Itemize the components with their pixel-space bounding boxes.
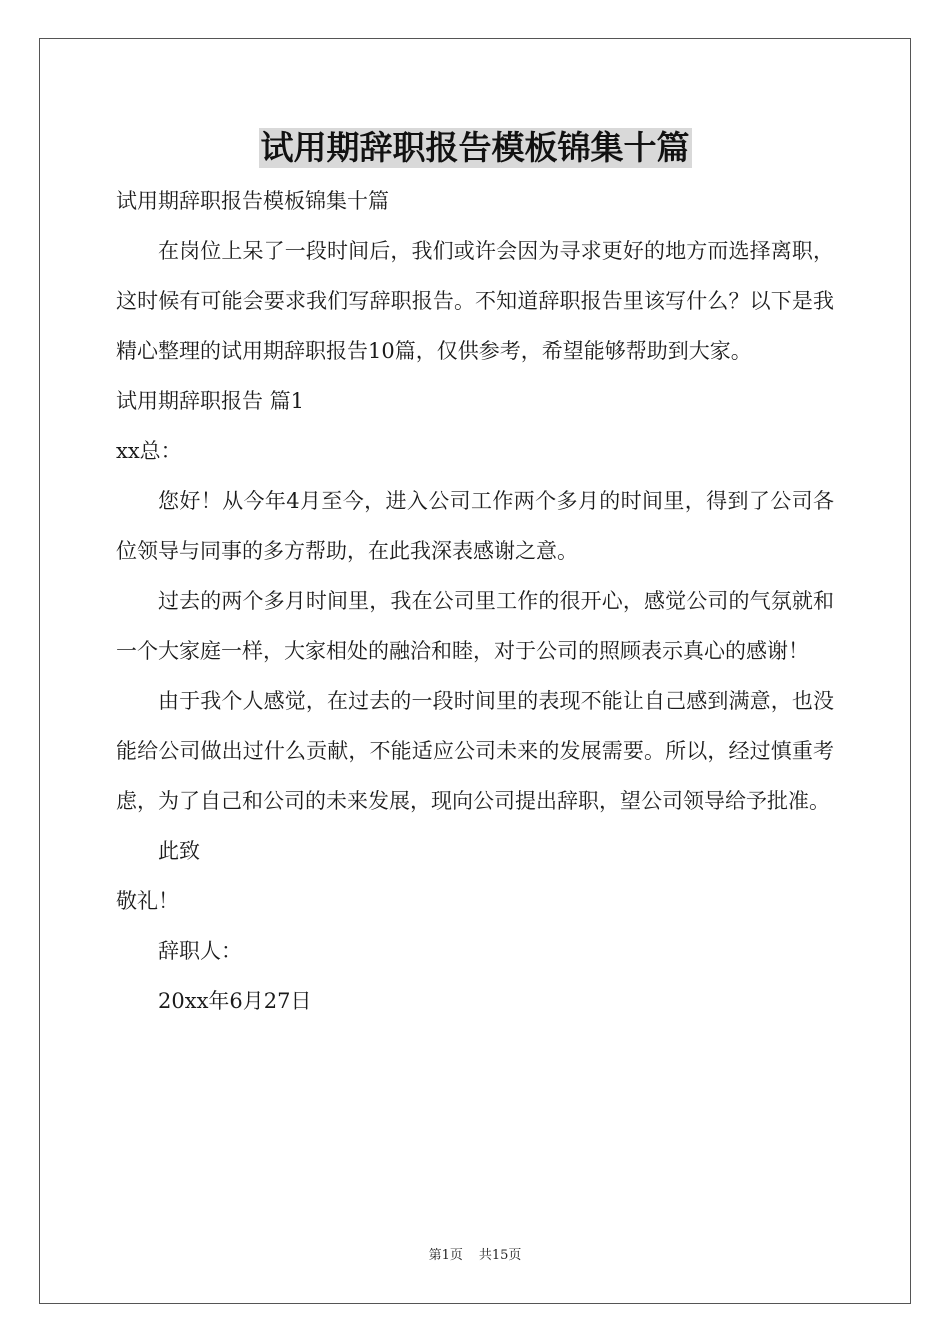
section-heading: 试用期辞职报告 篇1 [116,389,305,413]
body-paragraph: 由于我个人感觉，在过去的一段时间里的表现不能让自己感到满意，也没能给公司做出过什么贡献，不能适应公司未来的发展需要。所以，经过慎重考虑，为了自己和公司的未来发展，现向公司提出辞职，望公司领导给予批准。 [116,689,834,813]
document-title: 试用期辞职报告模板锦集十篇 [260,128,690,167]
document-body [116,176,834,1026]
title-container [0,128,950,168]
page-total: 共15页 [478,1248,522,1263]
page-footer [0,1244,950,1263]
intro-paragraph: 在岗位上呆了一段时间后，我们或许会因为寻求更好的地方而选择离职，这时候有可能会要求我们写辞职报告。不知道辞职报告里该写什么？以下是我精心整理的试用期辞职报告10篇，仅供参考，希望能够帮助到大家。 [116,239,834,363]
page-number: 第1页 [428,1248,463,1263]
closing-regards: 敬礼！ [116,889,179,913]
body-paragraph: 您好！从今年4月至今，进入公司工作两个多月的时间里，得到了公司各位领导与同事的多方帮助，在此我深表感谢之意。 [116,489,834,563]
date-line: 20xx年6月27日 [158,989,312,1013]
body-paragraph: 过去的两个多月时间里，我在公司里工作的很开心，感觉公司的气氛就和一个大家庭一样，大家相处的融洽和睦，对于公司的照顾表示真心的感谢！ [116,589,834,663]
salutation: xx总： [116,439,182,463]
signature-line: 辞职人： [158,939,242,963]
closing-line: 此致 [158,839,200,863]
subtitle-line: 试用期辞职报告模板锦集十篇 [116,189,389,213]
